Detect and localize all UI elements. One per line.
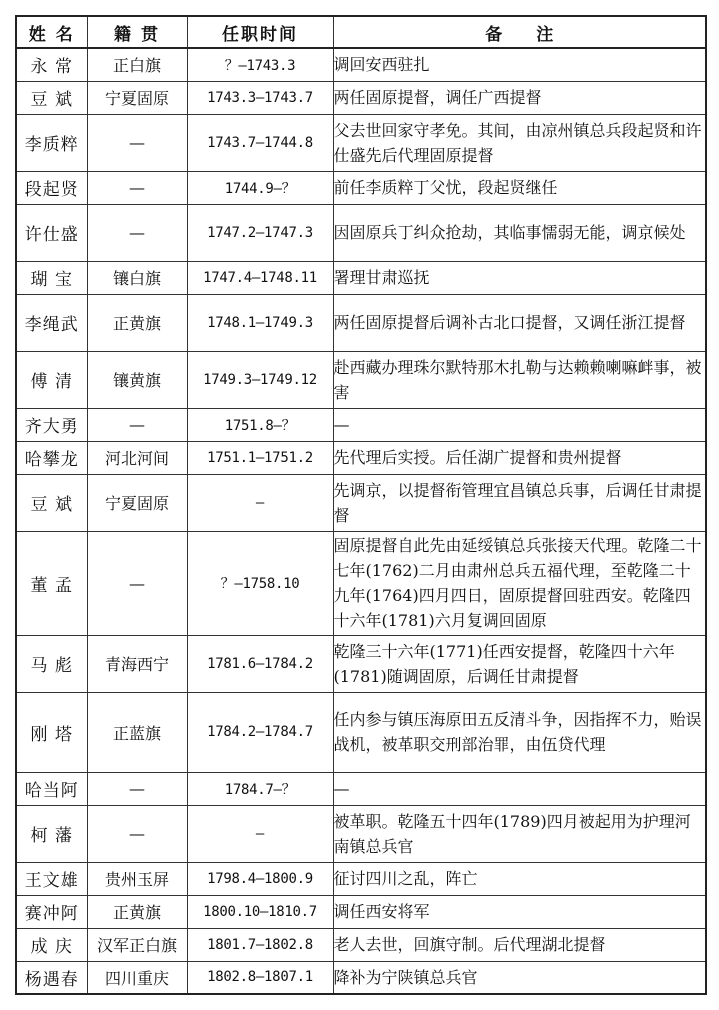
table-row: [16, 895, 706, 928]
origin-cell: —: [87, 805, 187, 862]
note-cell: 任内参与镇压海原田五反清斗争，因指挥不力，贻误战机，被革职交刑部治罪，由伍贷代理: [333, 692, 706, 772]
origin-cell: 青海西宁: [87, 635, 187, 692]
table-row: [16, 692, 706, 772]
header-name: 姓 名: [16, 16, 87, 48]
header-origin: 籍 贯: [87, 16, 187, 48]
table-row: [16, 961, 706, 994]
origin-cell: 宁夏固原: [87, 81, 187, 114]
origin-cell: 贵州玉屏: [87, 862, 187, 895]
note-cell: 先代理后实授。后任湖广提督和贵州提督: [333, 441, 706, 474]
table-row: [16, 441, 706, 474]
tenure-cell: 1743.3—1743.7: [187, 81, 333, 114]
tenure-cell: 1751.8—？: [187, 408, 333, 441]
name-cell: 王文雄: [16, 862, 87, 895]
note-cell: 被革职。乾隆五十四年(1789)四月被起用为护理河南镇总兵官: [333, 805, 706, 862]
name-cell: 成 庆: [16, 928, 87, 961]
origin-cell: 镶白旗: [87, 261, 187, 294]
table-row: [16, 862, 706, 895]
tenure-cell: 1743.7—1744.8: [187, 114, 333, 171]
table-row: [16, 48, 706, 81]
table-row: [16, 171, 706, 204]
note-cell: 署理甘肃巡抚: [333, 261, 706, 294]
note-cell: 征讨四川之乱，阵亡: [333, 862, 706, 895]
tenure-cell: 1744.9—？: [187, 171, 333, 204]
table-row: [16, 81, 706, 114]
tenure-cell: 1802.8—1807.1: [187, 961, 333, 994]
origin-cell: 镶黄旗: [87, 351, 187, 408]
note-cell: 因固原兵丁纠众抢劫，其临事懦弱无能，调京候处: [333, 204, 706, 261]
tenure-cell: —: [187, 474, 333, 531]
origin-cell: —: [87, 772, 187, 805]
table-row: [16, 261, 706, 294]
tenure-cell: 1800.10—1810.7: [187, 895, 333, 928]
table-row: [16, 114, 706, 171]
origin-cell: 正黄旗: [87, 895, 187, 928]
note-cell: 先调京，以提督衔管理宜昌镇总兵事，后调任甘肃提督: [333, 474, 706, 531]
table-row: [16, 805, 706, 862]
name-cell: 李绳武: [16, 294, 87, 351]
tenure-cell: 1749.3—1749.12: [187, 351, 333, 408]
origin-cell: 宁夏固原: [87, 474, 187, 531]
origin-cell: 汉军正白旗: [87, 928, 187, 961]
name-cell: 柯 藩: [16, 805, 87, 862]
name-cell: 赛冲阿: [16, 895, 87, 928]
table-row: [16, 408, 706, 441]
table-row: [16, 351, 706, 408]
name-cell: 齐大勇: [16, 408, 87, 441]
table-row: [16, 204, 706, 261]
name-cell: 豆 斌: [16, 474, 87, 531]
name-cell: 杨遇春: [16, 961, 87, 994]
tenure-cell: 1798.4—1800.9: [187, 862, 333, 895]
table-row: [16, 531, 706, 635]
table-row: [16, 635, 706, 692]
note-cell: 两任固原提督后调补古北口提督，又调任浙江提督: [333, 294, 706, 351]
tenure-cell: —: [187, 805, 333, 862]
name-cell: 哈攀龙: [16, 441, 87, 474]
note-cell: —: [333, 408, 706, 441]
tenure-cell: 1801.7—1802.8: [187, 928, 333, 961]
header-note: 备 注: [333, 16, 706, 48]
tenure-cell: 1748.1—1749.3: [187, 294, 333, 351]
note-cell: 降补为宁陕镇总兵官: [333, 961, 706, 994]
note-cell: 调回安西驻扎: [333, 48, 706, 81]
tenure-cell: 1781.6—1784.2: [187, 635, 333, 692]
table-row: [16, 928, 706, 961]
name-cell: 马 彪: [16, 635, 87, 692]
note-cell: 乾隆三十六年(1771)任西安提督，乾隆四十六年(1781)随调固原，后调任甘肃提督: [333, 635, 706, 692]
note-cell: 前任李质粹丁父忧，段起贤继任: [333, 171, 706, 204]
origin-cell: 正蓝旗: [87, 692, 187, 772]
table-row: [16, 772, 706, 805]
origin-cell: —: [87, 114, 187, 171]
header-row: [16, 16, 706, 48]
name-cell: 刚 塔: [16, 692, 87, 772]
name-cell: 段起贤: [16, 171, 87, 204]
origin-cell: 正黄旗: [87, 294, 187, 351]
name-cell: 许仕盛: [16, 204, 87, 261]
note-cell: 调任西安将军: [333, 895, 706, 928]
name-cell: 豆 斌: [16, 81, 87, 114]
tenure-cell: ？—1743.3: [187, 48, 333, 81]
note-cell: 父去世回家守孝免。其间，由凉州镇总兵段起贤和许仕盛先后代理固原提督: [333, 114, 706, 171]
note-cell: 老人去世，回旗守制。后代理湖北提督: [333, 928, 706, 961]
name-cell: 瑚 宝: [16, 261, 87, 294]
name-cell: 董 孟: [16, 531, 87, 635]
name-cell: 李质粹: [16, 114, 87, 171]
note-cell: 赴西藏办理珠尔默特那木扎勒与达赖赖喇嘛衅事，被害: [333, 351, 706, 408]
note-cell: —: [333, 772, 706, 805]
tenure-cell: 1784.2—1784.7: [187, 692, 333, 772]
origin-cell: 正白旗: [87, 48, 187, 81]
officials-table: [15, 15, 707, 995]
origin-cell: —: [87, 204, 187, 261]
tenure-cell: 1747.4—1748.11: [187, 261, 333, 294]
header-tenure: 任职时间: [187, 16, 333, 48]
name-cell: 傅 清: [16, 351, 87, 408]
origin-cell: —: [87, 171, 187, 204]
name-cell: 哈当阿: [16, 772, 87, 805]
origin-cell: —: [87, 408, 187, 441]
tenure-cell: 1751.1—1751.2: [187, 441, 333, 474]
origin-cell: 河北河间: [87, 441, 187, 474]
table-row: [16, 474, 706, 531]
table-row: [16, 294, 706, 351]
tenure-cell: 1747.2—1747.3: [187, 204, 333, 261]
tenure-cell: 1784.7—？: [187, 772, 333, 805]
tenure-cell: ？—1758.10: [187, 531, 333, 635]
name-cell: 永 常: [16, 48, 87, 81]
origin-cell: 四川重庆: [87, 961, 187, 994]
note-cell: 固原提督自此先由延绥镇总兵张接天代理。乾隆二十七年(1762)二月由肃州总兵五福代理，至乾隆二十九年(1764)四月四日，固原提督回驻西安。乾隆四十六年(1781)六月复调回固原: [333, 531, 706, 635]
origin-cell: —: [87, 531, 187, 635]
note-cell: 两任固原提督，调任广西提督: [333, 81, 706, 114]
